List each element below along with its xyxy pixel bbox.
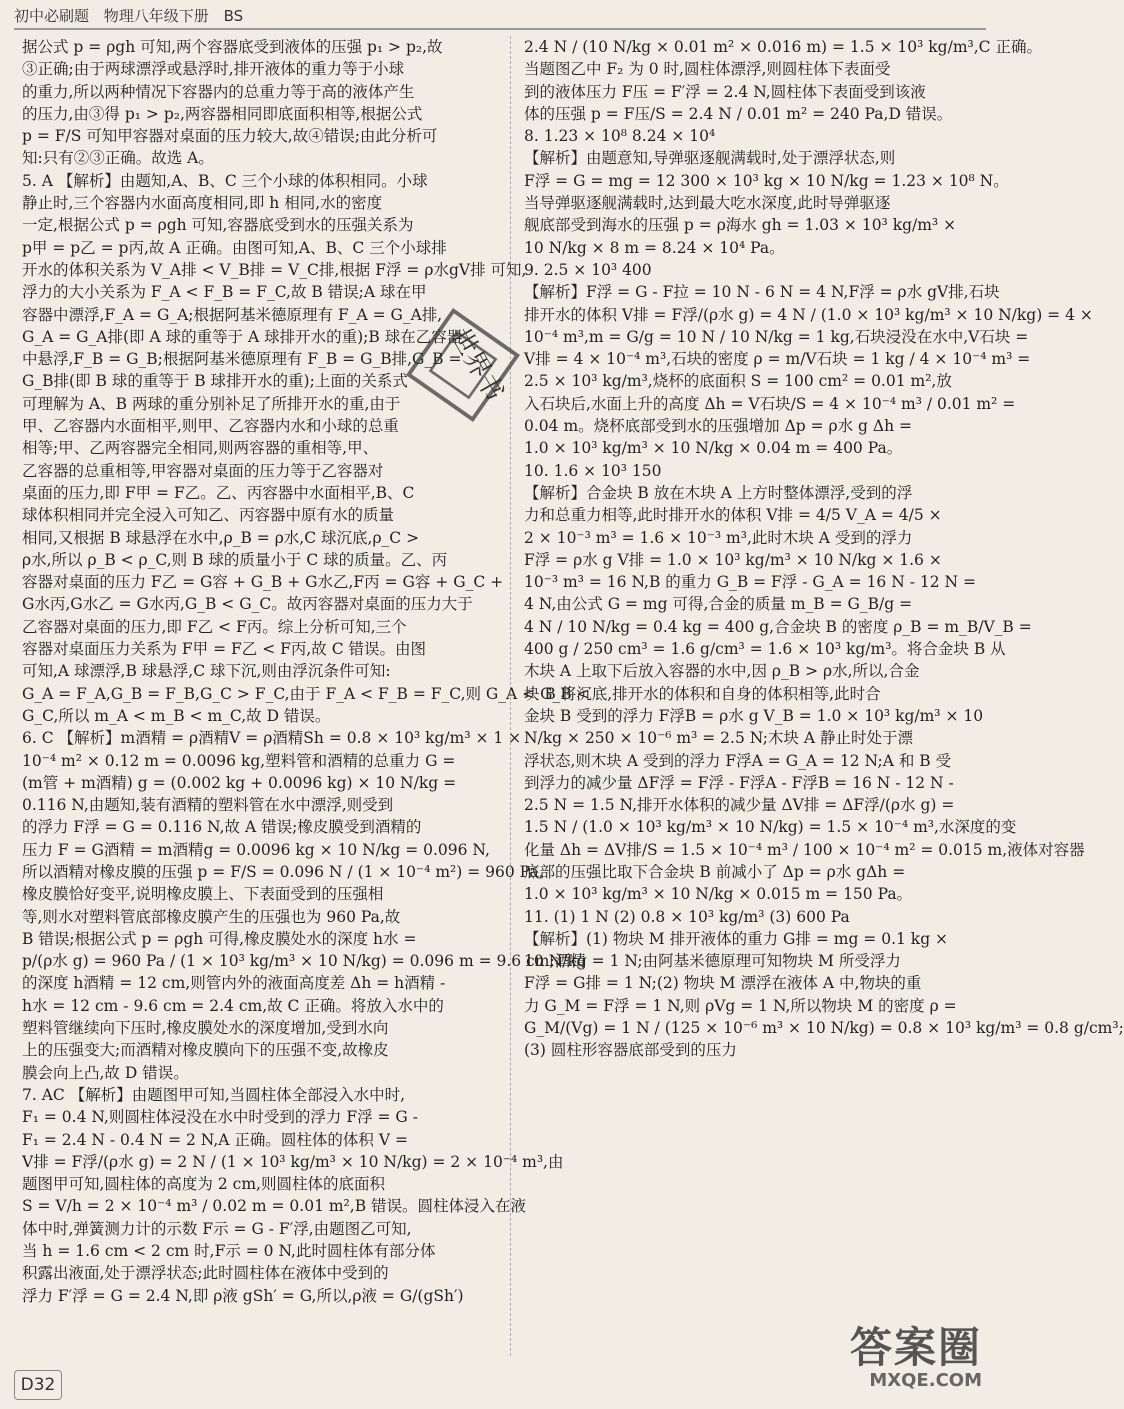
text-line: 乙容器对桌面的压力,即 F乙 < F丙。综上分析可知,三个 xyxy=(22,617,407,636)
text-line: 甲、乙容器内水面相平,则甲、乙容器内水和小球的总重 xyxy=(22,417,399,436)
text-line: 浮状态,则木块 A 受到的浮力 F浮A = G_A = 12 N;A 和 B 受 xyxy=(524,751,952,770)
text-line: B 错误;根据公式 p = ρgh 可得,橡皮膜处水的深度 h水 = xyxy=(22,929,417,948)
text-line: 5. A 【解析】由题知,A、B、C 三个小球的体积相同。小球 xyxy=(22,171,428,190)
text-line: 化量 Δh = ΔV排/S = 1.5 × 10⁻⁴ m³ / 100 × 10⁻⁴ m² = 0.015 m,液体对容器 xyxy=(524,840,1085,859)
text-line: 2 × 10⁻³ m³ = 1.6 × 10⁻³ m³,此时木块 A 受到的浮力 xyxy=(524,528,913,547)
right-column xyxy=(524,36,1124,1062)
watermark-url: MXQE.COM xyxy=(869,1370,982,1391)
text-line: 底部的压强比取下合金块 B 前减小了 Δp = ρ水 gΔh = xyxy=(524,862,906,881)
text-line: 0.116 N,由题知,装有酒精的塑料管在水中漂浮,则受到 xyxy=(22,796,394,815)
text-line: 10. 1.6 × 10³ 150 xyxy=(524,461,662,480)
text-line: 乙容器的总重相等,甲容器对桌面的压力等于乙容器对 xyxy=(22,461,384,480)
text-line: 2.5 × 10³ kg/m³,烧杯的底面积 S = 100 cm² = 0.01 m²,放 xyxy=(524,372,952,391)
text-line: G_A = F_A,G_B = F_B,G_C > F_C,由于 F_A < F_B = F_C,则 G_A < G_B < xyxy=(22,684,590,703)
text-line: 压力 F = G酒精 = m酒精g = 0.0096 kg × 10 N/kg = 0.096 N, xyxy=(22,840,490,859)
text-line: 10 N/kg × 8 m = 8.24 × 10⁴ Pa。 xyxy=(524,238,785,257)
text-line: 浮力 F′浮 = G = 2.4 N,即 ρ液 gSh′ = G,所以,ρ液 = G/(gSh′) xyxy=(22,1286,464,1305)
text-line: 10⁻³ m³ = 16 N,B 的重力 G_B = F浮 - G_A = 16 N - 12 N = xyxy=(524,573,976,592)
text-line: p甲 = p乙 = p丙,故 A 正确。由图可知,A、B、C 三个小球排 xyxy=(22,238,447,257)
text-line: 11. (1) 1 N (2) 0.8 × 10³ kg/m³ (3) 600 Pa xyxy=(524,907,850,926)
text-line: 10⁻⁴ m² × 0.12 m = 0.0096 kg,塑料管和酒精的总重力 G = xyxy=(22,751,456,770)
text-line: 开水的体积关系为 V_A排 < V_B排 = V_C排,根据 F浮 = ρ水gV排 可知, xyxy=(22,260,527,279)
edition-label: BS xyxy=(223,7,244,25)
text-line: 的压力,由③得 p₁ > p₂,两容器相同即底面积相等,根据公式 xyxy=(22,104,423,123)
text-line: 8. 1.23 × 10⁸ 8.24 × 10⁴ xyxy=(524,127,716,146)
text-line: p = F/S 可知甲容器对桌面的压力较大,故④错误;由此分析可 xyxy=(22,127,438,146)
text-line: 【解析】合金块 B 放在木块 A 上方时整体漂浮,受到的浮 xyxy=(524,483,913,502)
text-line: 的重力,所以两种情况下容器内的总重力等于高的液体产生 xyxy=(22,82,415,101)
text-line: 容器中漂浮,F_A = G_A;根据阿基米德原理有 F_A = G_A排, xyxy=(22,305,443,324)
text-line: 力和总重力相等,此时排开水的体积 V排 = 4/5 V_A = 4/5 × xyxy=(524,506,942,525)
text-line: 相等;甲、乙两容器完全相同,则两容器的重相等,甲、 xyxy=(22,439,379,458)
text-line: 当导弹驱逐舰满载时,达到最大吃水深度,此时导弹驱逐 xyxy=(524,194,891,213)
text-line: 7. AC 【解析】由题图甲可知,当圆柱体全部浸入水中时, xyxy=(22,1085,406,1104)
text-line: F浮 = ρ水 g V排 = 1.0 × 10³ kg/m³ × 10 N/kg × 1.6 × xyxy=(524,550,942,569)
text-line: G_C,所以 m_A < m_B < m_C,故 D 错误。 xyxy=(22,706,331,725)
text-line: 容器对桌面压力关系为 F甲 = F乙 < F丙,故 C 错误。由图 xyxy=(22,640,427,659)
text-line: (3) 圆柱形容器底部受到的压力 xyxy=(524,1041,737,1060)
text-line: 10 N/kg = 1 N;由阿基米德原理可知物块 M 所受浮力 xyxy=(524,952,901,971)
text-line: 4 N / 10 N/kg = 0.4 kg = 400 g,合金块 B 的密度 ρ_B = m_B/V_B = xyxy=(524,617,1032,636)
text-line: 球体积相同并完全浸入可知乙、丙容器中原有水的质量 xyxy=(22,506,395,525)
text-line: 1.0 × 10³ kg/m³ × 10 N/kg × 0.015 m = 150 Pa。 xyxy=(524,885,913,904)
text-line: 1.5 N / (1.0 × 10³ kg/m³ × 10 N/kg) = 1.5 × 10⁻⁴ m³,水深度的变 xyxy=(524,818,1017,837)
text-line: 所以酒精对橡皮膜的压强 p = F/S = 0.096 N / (1 × 10⁻⁴ m²) = 960 Pa, xyxy=(22,862,544,881)
text-line: 当 h = 1.6 cm < 2 cm 时,F示 = 0 N,此时圆柱体有部分体 xyxy=(22,1242,436,1261)
text-line: 可理解为 A、B 两球的重分别补足了所排开水的重,由于 xyxy=(22,394,401,413)
text-line: 【解析】F浮 = G - F拉 = 10 N - 6 N = 4 N,F浮 = ρ水 gV排,石块 xyxy=(524,283,1000,302)
text-line: 10⁻⁴ m³,m = G/g = 10 N / 10 N/kg = 1 kg,石块浸没在水中,V石块 = xyxy=(524,327,1029,346)
text-line: 排开水的体积 V排 = F浮/(ρ水 g) = 4 N / (1.0 × 10³ kg/m³ × 10 N/kg) = 4 × xyxy=(524,305,1093,324)
text-line: 橡皮膜恰好变平,说明橡皮膜上、下表面受到的压强相 xyxy=(22,885,384,904)
book-title: 初中必刷题 xyxy=(14,7,90,25)
text-line: 的浮力 F浮 = G = 0.116 N,故 A 错误;橡皮膜受到酒精的 xyxy=(22,818,422,837)
text-line: 知:只有②③正确。故选 A。 xyxy=(22,149,214,168)
text-line: F浮 = G = mg = 12 300 × 10³ kg × 10 N/kg = 1.23 × 10⁸ N。 xyxy=(524,171,1009,190)
text-line: 400 g / 250 cm³ = 1.6 g/cm³ = 1.6 × 10³ kg/m³。将合金块 B 从 xyxy=(524,640,1006,659)
text-line: 体的压强 p = F压/S = 2.4 N / 0.01 m² = 240 Pa,D 错误。 xyxy=(524,104,953,123)
text-line: 体中时,弹簧测力计的示数 F示 = G - F′浮,由题图乙可知, xyxy=(22,1219,412,1238)
text-line: 上的压强变大;而酒精对橡皮膜向下的压强不变,故橡皮 xyxy=(22,1041,389,1060)
text-line: 0.04 m。烧杯底部受到水的压强增加 Δp = ρ水 g Δh = xyxy=(524,417,913,436)
text-line: 到浮力的减少量 ΔF浮 = F浮 - F浮A - F浮B = 16 N - 12 N - xyxy=(524,773,954,792)
text-line: p/(ρ水 g) = 960 Pa / (1 × 10³ kg/m³ × 10 N/kg) = 0.096 m = 9.6 cm;酒精 xyxy=(22,952,586,971)
text-line: 积露出液面,处于漂浮状态;此时圆柱体在液体中受到的 xyxy=(22,1264,389,1283)
text-line: (m管 + m酒精) g = (0.002 kg + 0.0096 kg) × 10 N/kg = xyxy=(22,773,457,792)
text-line: 入石块后,水面上升的高度 Δh = V石块/S = 4 × 10⁻⁴ m³ / 0.01 m² = xyxy=(524,394,1016,413)
text-line: 力 G_M = F浮 = 1 N,则 ρVg = 1 N,所以物块 M 的密度 ρ = xyxy=(524,996,957,1015)
text-line: G_M/(Vg) = 1 N / (125 × 10⁻⁶ m³ × 10 N/kg) = 0.8 × 10³ kg/m³ = 0.8 g/cm³; xyxy=(524,1019,1124,1038)
page-header xyxy=(14,4,986,30)
text-line: 塑料管继续向下压时,橡皮膜处水的深度增加,受到水向 xyxy=(22,1019,389,1038)
text-line: V排 = F浮/(ρ水 g) = 2 N / (1 × 10³ kg/m³ × 10 N/kg) = 2 × 10⁻⁴ m³,由 xyxy=(22,1152,564,1171)
text-line: 2.4 N / (10 N/kg × 0.01 m² × 0.016 m) = 1.5 × 10³ kg/m³,C 正确。 xyxy=(524,38,1042,56)
text-line: F₁ = 0.4 N,则圆柱体浸没在水中时受到的浮力 F浮 = G - xyxy=(22,1108,418,1127)
text-line: 桌面的压力,即 F甲 = F乙。乙、丙容器中水面相平,B、C xyxy=(22,483,415,502)
text-line: 膜会向上凸,故 D 错误。 xyxy=(22,1063,189,1082)
text-line: 金块 B 受到的浮力 F浮B = ρ水 g V_B = 1.0 × 10³ kg/m³ × 10 xyxy=(524,706,984,725)
watermark-main: 答案圈 xyxy=(849,1323,982,1372)
text-line: ρ水,所以 ρ_B < ρ_C,则 B 球的质量小于 C 球的质量。乙、丙 xyxy=(22,550,448,569)
text-line: G_A = G_A排(即 A 球的重等于 A 球排开水的重);B 球在乙容器 xyxy=(22,327,463,346)
text-line: 9. 2.5 × 10³ 400 xyxy=(524,260,652,279)
text-line: F浮 = G排 = 1 N;(2) 物块 M 漂浮在液体 A 中,物块的重 xyxy=(524,974,922,993)
text-line: 可知,A 球漂浮,B 球悬浮,C 球下沉,则由浮沉条件可知: xyxy=(22,662,391,681)
text-line: 一定,根据公式 p = ρgh 可知,容器底受到水的压强关系为 xyxy=(22,216,414,235)
text-line: V排 = 4 × 10⁻⁴ m³,石块的密度 ρ = m/V石块 = 1 kg / 4 × 10⁻⁴ m³ = xyxy=(524,350,1031,369)
text-line: 据公式 p = ρgh 可知,两个容器底受到液体的压强 p₁ > p₂,故 xyxy=(22,38,443,56)
subject-title: 物理八年级下册 xyxy=(103,7,209,25)
text-line: 1.0 × 10³ kg/m³ × 10 N/kg × 0.04 m = 400 Pa。 xyxy=(524,439,903,458)
text-line: 等,则水对塑料管底部橡皮膜产生的压强也为 960 Pa,故 xyxy=(22,907,401,926)
text-line: 【解析】(1) 物块 M 排开液体的重力 G排 = mg = 0.1 kg × xyxy=(524,929,949,948)
text-line: G水丙,G水乙 = G水丙,G_B < G_C。故丙容器对桌面的压力大于 xyxy=(22,595,473,614)
text-line: 的深度 h酒精 = 12 cm,则管内外的液面高度差 Δh = h酒精 - xyxy=(22,974,446,993)
text-line: N/kg × 250 × 10⁻⁶ m³ = 2.5 N;木块 A 静止时处于漂 xyxy=(524,729,914,748)
text-line: 2.5 N = 1.5 N,排开水体积的减少量 ΔV排 = ΔF浮/(ρ水 g) = xyxy=(524,796,955,815)
page-number: D32 xyxy=(14,1370,62,1400)
text-line: 容器对桌面的压力 F乙 = G容 + G_B + G水乙,F丙 = G容 + G_C + xyxy=(22,573,504,592)
text-line: 中悬浮,F_B = G_B;根据阿基米德原理有 F_B = G_B排,G_B = xyxy=(22,350,462,369)
text-line: 6. C 【解析】m酒精 = ρ酒精V = ρ酒精Sh = 0.8 × 10³ kg/m³ × 1 × xyxy=(22,729,522,748)
text-line: 相同,又根据 B 球悬浮在水中,ρ_B = ρ水,C 球沉底,ρ_C > xyxy=(22,528,420,547)
text-line: 舰底部受到海水的压强 p = ρ海水 gh = 1.03 × 10³ kg/m³ × xyxy=(524,216,957,235)
text-line: 到的液体压力 F压 = F′浮 = 2.4 N,圆柱体下表面受到该液 xyxy=(524,82,926,101)
text-line: h水 = 12 cm - 9.6 cm = 2.4 cm,故 C 正确。将放入水中的 xyxy=(22,996,444,1015)
text-line: G_B排(即 B 球的重等于 B 球排开水的重);上面的关系式 xyxy=(22,372,408,391)
text-line: 4 N,由公式 G = mg 可得,合金的质量 m_B = G_B/g = xyxy=(524,595,913,614)
text-line: 题图甲可知,圆柱体的高度为 2 cm,则圆柱体的底面积 xyxy=(22,1175,385,1194)
text-line: F₁ = 2.4 N - 0.4 N = 2 N,A 正确。圆柱体的体积 V = xyxy=(22,1130,408,1149)
text-line: 木块 A 上取下后放入容器的水中,因 ρ_B > ρ水,所以,合金 xyxy=(524,662,920,681)
text-line: 当题图乙中 F₂ 为 0 时,圆柱体漂浮,则圆柱体下表面受 xyxy=(524,60,891,79)
text-line: S = V/h = 2 × 10⁻⁴ m³ / 0.02 m = 0.01 m²,B 错误。圆柱体浸入在液 xyxy=(22,1197,527,1216)
text-line: 块 B 将沉底,排开水的体积和自身的体积相等,此时合 xyxy=(524,684,881,703)
text-line: 【解析】由题意知,导弹驱逐舰满载时,处于漂浮状态,则 xyxy=(524,149,896,168)
text-line: ③正确;由于两球漂浮或悬浮时,排开液体的重力等于小球 xyxy=(22,60,405,79)
text-line: 浮力的大小关系为 F_A < F_B = F_C,故 B 错误;A 球在甲 xyxy=(22,283,427,302)
watermark-logo xyxy=(802,1325,982,1395)
stamp-text: 世界书 xyxy=(444,323,510,407)
text-line: 静止时,三个容器内水面高度相同,即 h 相同,水的密度 xyxy=(22,194,383,213)
